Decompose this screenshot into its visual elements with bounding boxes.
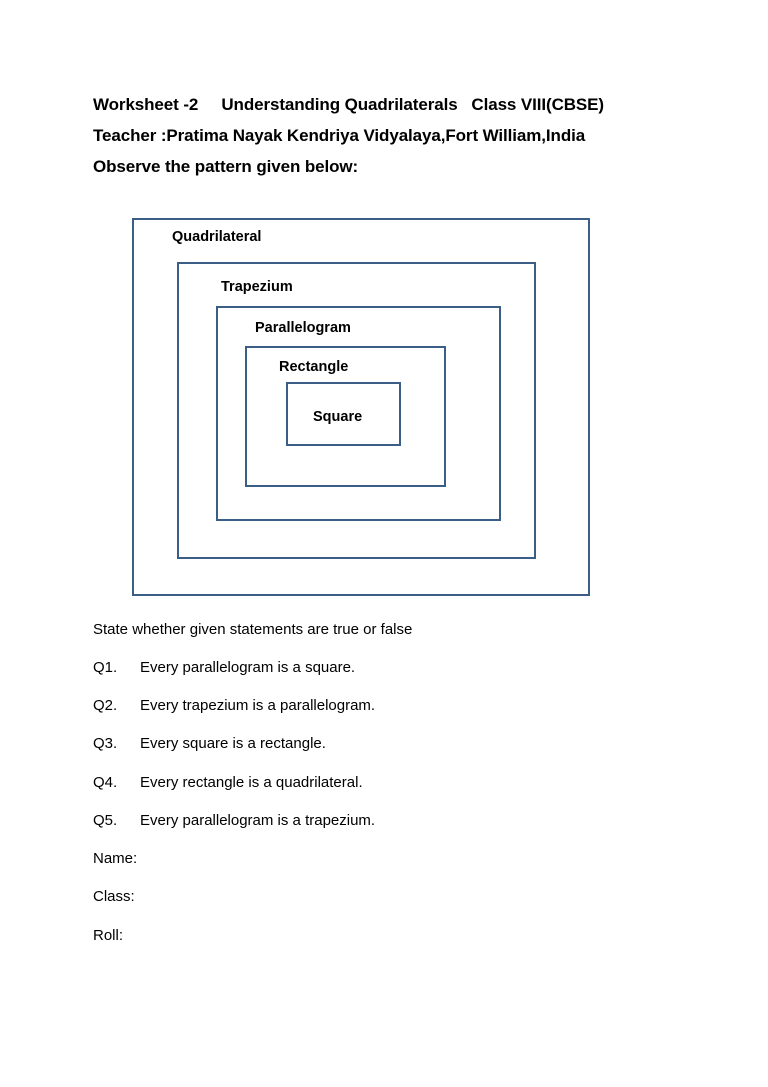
question-number: Q1.: [93, 659, 118, 676]
question-number: Q2.: [93, 697, 118, 714]
quadrilateral-label: Quadrilateral: [172, 229, 262, 245]
question-number: Q5.: [93, 812, 118, 829]
name-field-label: Name:: [93, 850, 138, 867]
question-text: Every parallelogram is a trapezium.: [140, 812, 376, 829]
roll-field-label: Roll:: [93, 927, 124, 944]
question-text: Every rectangle is a quadrilateral.: [140, 774, 363, 791]
question-text: Every parallelogram is a square.: [140, 659, 356, 676]
question-text: Every trapezium is a parallelogram.: [140, 697, 376, 714]
question-number: Q4.: [93, 774, 118, 791]
question-number: Q3.: [93, 735, 118, 752]
parallelogram-label: Parallelogram: [255, 320, 351, 336]
teacher-info: Teacher :Pratima Nayak Kendriya Vidyalaya,Fort William,India: [93, 126, 586, 145]
square-label: Square: [313, 409, 363, 425]
worksheet-title: Worksheet -2 Understanding Quadrilaterals Class VIII(CBSE): [93, 95, 604, 114]
instruction-text: State whether given statements are true or false: [93, 621, 413, 638]
question-text: Every square is a rectangle.: [140, 735, 326, 752]
observe-prompt: Observe the pattern given below:: [93, 157, 359, 176]
rectangle-label: Rectangle: [279, 359, 349, 375]
trapezium-label: Trapezium: [221, 279, 293, 295]
class-field-label: Class:: [93, 888, 135, 905]
